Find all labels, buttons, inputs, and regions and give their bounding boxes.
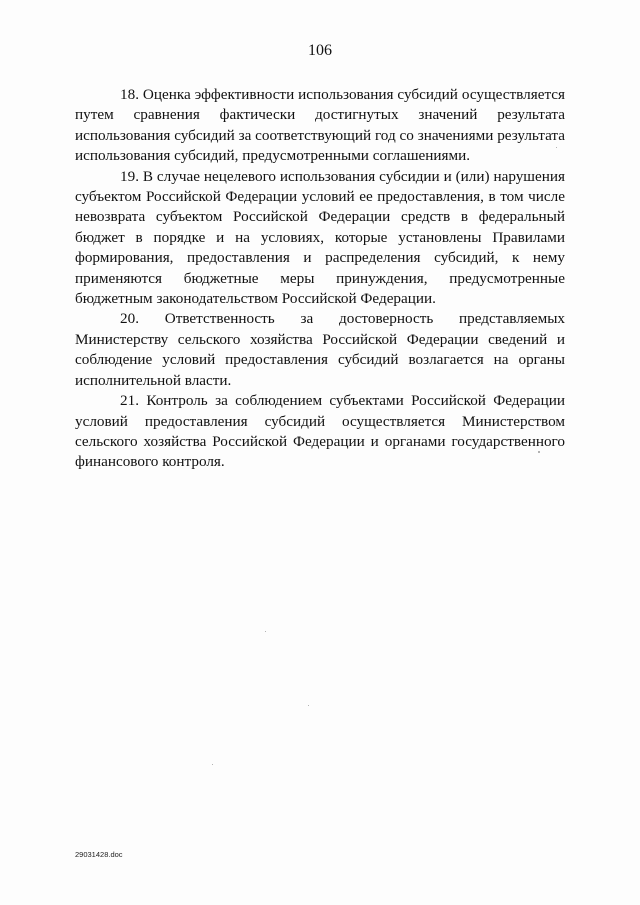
paragraph-19: 19. В случае нецелевого использования субсидии и (или) нарушения субъектом Российской Федерации условий ее предоставления, в том числе невозврата субъектом Российской Федерации средств в федеральный бюджет в порядке и на условиях, которые установлены Правилами формирования, предоставления и распределения субсидий, к нему применяются бюджетные меры принуждения, предусмотренные бюджетным законодательством Российской Федерации. [75,167,565,308]
paragraph-21: 21. Контроль за соблюдением субъектами Российской Федерации условий предоставления субсидий осуществляется Министерством сельского хозяйства Российской Федерации и органами государственного финансового контроля. [75,392,565,471]
scan-speck [212,764,213,765]
scan-speck [308,705,309,706]
paragraph-18: 18. Оценка эффективности использования субсидий осуществляется путем сравнения фактически достигнутых значений результата использования субсидий за соответствующий год со значениями результата использования субсидий, предусмотренными соглашениями. [75,86,565,165]
document-file-code: 29031428.doc [75,850,123,859]
document-body [75,85,565,473]
page-number: 106 [308,42,332,59]
paragraph-20: 20. Ответственность за достоверность представляемых Министерству сельского хозяйства Российской Федерации сведений и соблюдение условий предоставления субсидий возлагается на органы исполнительной власти. [75,310,565,389]
scan-speck [556,147,557,148]
scan-speck [265,631,266,632]
scan-speck [538,451,540,453]
